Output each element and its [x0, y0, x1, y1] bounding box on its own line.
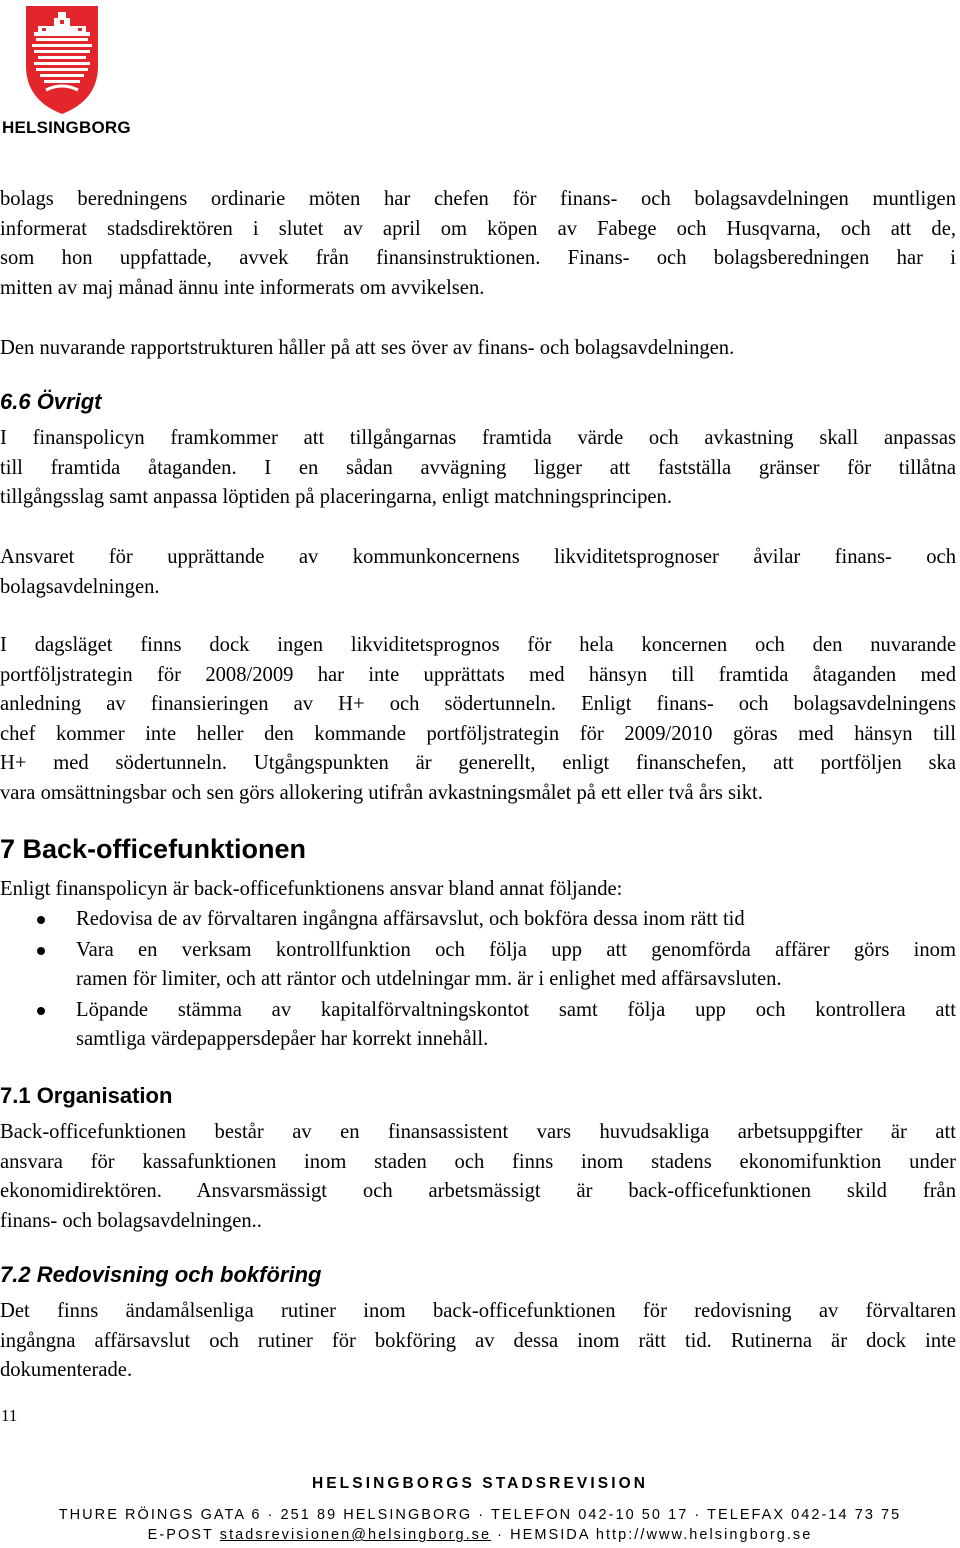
page-number: 11 — [1, 1406, 18, 1425]
footer-title: HELSINGBORGS STADSREVISION — [311, 1475, 649, 1492]
text-line: H+ med södertunneln. Utgångspunkten är generellt, enligt finanschefen, att portföljen ska — [0, 752, 956, 775]
text-line: finans- och bolagsavdelningen.. — [0, 1209, 262, 1232]
text-line: bolagsavdelningen. — [0, 575, 160, 598]
text-line: ekonomidirektören. Ansvarsmässigt och arbetsmässigt är back-officefunktionen skild från — [0, 1180, 956, 1203]
paragraph-5 — [0, 631, 956, 809]
list-item — [0, 996, 956, 1055]
text-line: ansvara för kassafunktionen inom staden och finns inom stadens ekonomifunktion under — [0, 1150, 956, 1173]
section-heading-7-2: 7.2 Redovisning och bokföring — [0, 1262, 322, 1287]
text-line: som hon uppfattade, avvek från finansinstruktionen. Finans- och bolagsberedningen har i — [0, 247, 956, 270]
section-heading-7-1: 7.1 Organisation — [0, 1083, 173, 1108]
text-line: dokumenterade. — [0, 1359, 133, 1382]
bullet-icon — [37, 1007, 45, 1015]
text-line: ramen för limiter, och att räntor och utdelningar mm. är i enlighet med affärsavsluten. — [76, 968, 782, 991]
bullet-icon — [37, 916, 45, 924]
text-line: vara omsättningsbar och sen görs allokering utifrån avkastningsmålet på ett eller två års sikt. — [0, 781, 763, 804]
text-line: Back-officefunktionen består av en finansassistent vars huvudsakliga arbetsuppgifter är att — [0, 1121, 956, 1143]
paragraph-3 — [0, 424, 956, 513]
text-line: Ansvaret för upprättande av kommunkoncernens likviditetsprognoser åvilar finans- och — [0, 546, 956, 568]
text-line: anledning av finansieringen av H+ och södertunneln. Enligt finans- och bolagsavdelningens — [0, 693, 956, 716]
text-line: bolags beredningens ordinarie möten har chefen för finans- och bolagsavdelningen muntligen — [0, 188, 956, 210]
text-line: I finanspolicyn framkommer att tillgångarnas framtida värde och avkastning skall anpassas — [0, 427, 956, 449]
section-heading-7: 7 Back-officefunktionen — [0, 834, 307, 864]
text-line: tillgångsslag samt anpassa löptiden på placeringarna, enligt matchningsprincipen. — [0, 486, 672, 509]
text-line: portföljstrategin för 2008/2009 har inte upprättats med hänsyn till framtida åtaganden med — [0, 663, 956, 686]
text-line: mitten av maj månad ännu inte informerats om avvikelsen. — [0, 276, 485, 299]
paragraph-7 — [0, 1118, 956, 1236]
footer-address: THURE RÖINGS GATA 6 · 251 89 HELSINGBORG · TELEFON 042-10 50 17 · TELEFAX 042-14 73 75 — [58, 1507, 902, 1523]
text-line: informerat stadsdirektören i slutet av april om köpen av Fabege och Husqvarna, och att de, — [0, 217, 956, 240]
text-line: Det finns ändamålsenliga rutiner inom back-officefunktionen för redovisning av förvaltaren — [0, 1300, 956, 1322]
helsingborg-logo — [2, 4, 131, 137]
text-line: Den nuvarande rapportstrukturen håller på att ses över av finans- och bolagsavdelningen. — [0, 337, 735, 359]
paragraph-6 — [0, 875, 956, 905]
web-label: · HEMSIDA — [497, 1527, 590, 1543]
list-item — [0, 936, 956, 995]
text-line: chef kommer inte heller den kommande portföljstrategin för 2009/2010 göras med hänsyn till — [0, 722, 956, 745]
paragraph-8 — [0, 1297, 956, 1386]
logo-text: HELSINGBORG — [2, 118, 131, 137]
text-line: ingångna affärsavslut och rutiner för bokföring av dessa inom rätt tid. Rutinerna är dock inte — [0, 1329, 956, 1352]
section-heading-6-6: 6.6 Övrigt — [0, 389, 102, 414]
paragraph-1 — [0, 185, 956, 303]
text-line: samtliga värdepappersdepåer har korrekt innehåll. — [76, 1028, 489, 1051]
text-line: I dagsläget finns dock ingen likviditetsprognos för hela koncernen och den nuvarande — [0, 634, 956, 656]
text-line: Vara en verksam kontrollfunktion och följa upp att genomförda affärer görs inom — [76, 938, 956, 961]
web-link[interactable]: http://www.helsingborg.se — [595, 1527, 813, 1543]
bullet-list — [0, 905, 956, 1056]
paragraph-2 — [0, 334, 956, 364]
bullet-icon — [37, 947, 45, 955]
text-line: Enligt finanspolicyn är back-officefunktionens ansvar bland annat följande: — [0, 878, 623, 900]
text-line: Löpande stämma av kapitalförvaltningskontot samt följa upp och kontrollera att — [76, 998, 956, 1021]
city-crest-icon — [24, 4, 100, 116]
text-line: till framtida åtaganden. I en sådan avvägning ligger att fastställa gränser för tillåtna — [0, 456, 956, 479]
text-line: Redovisa de av förvaltaren ingångna affärsavslut, och bokföra dessa inom rätt tid — [76, 908, 745, 930]
paragraph-4 — [0, 543, 956, 602]
footer-contact — [0, 1527, 960, 1543]
list-item — [0, 905, 956, 935]
email-link[interactable]: stadsrevisionen@helsingborg.se — [219, 1527, 492, 1543]
email-label: E-POST — [147, 1527, 214, 1543]
